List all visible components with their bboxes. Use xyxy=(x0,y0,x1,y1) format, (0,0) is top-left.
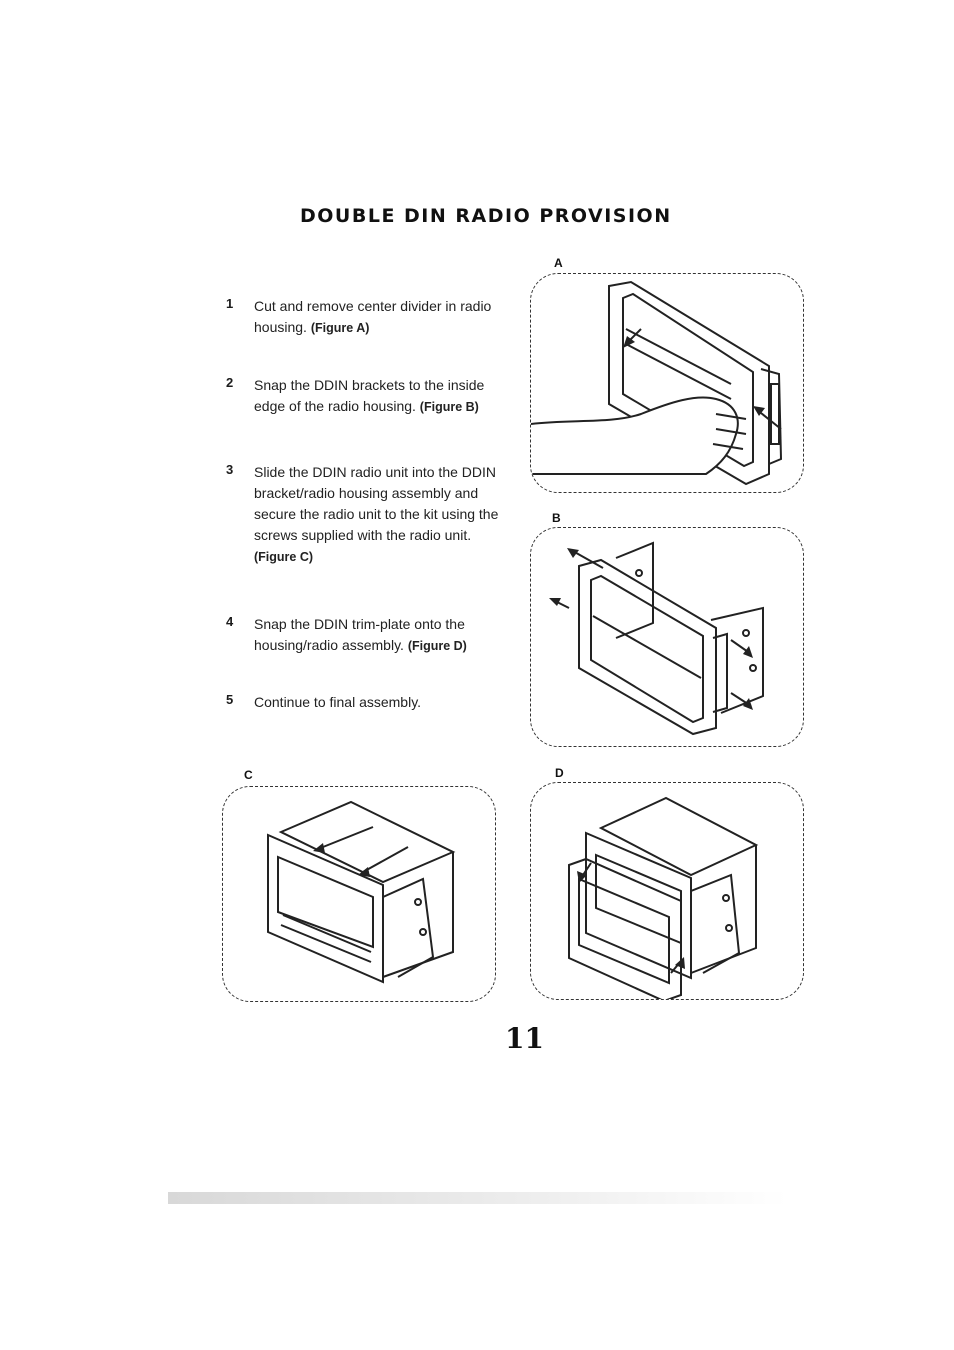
figure-a-illustration xyxy=(530,273,804,493)
figure-d-drawing xyxy=(531,783,803,999)
step-instruction: Snap the DDIN trim-plate onto the housing/radio assembly. xyxy=(254,616,465,653)
step-text xyxy=(254,296,509,339)
figure-a-drawing xyxy=(531,274,803,492)
figure-d-illustration xyxy=(530,782,804,1000)
step-instruction: Slide the DDIN radio unit into the DDIN bracket/radio housing assembly and secure the radio unit to the kit using the screws supplied with the radio unit. xyxy=(254,464,499,543)
figure-c-label: C xyxy=(244,768,253,782)
step-number: 5 xyxy=(226,692,234,707)
figure-b-illustration xyxy=(530,527,804,747)
figure-reference: (Figure B) xyxy=(419,400,479,414)
step-text xyxy=(254,375,509,418)
step-instruction: Cut and remove center divider in radio housing. xyxy=(254,298,492,335)
step-number: 3 xyxy=(226,462,234,477)
figure-b-drawing xyxy=(531,528,803,746)
step-instruction: Snap the DDIN brackets to the inside edge of the radio housing. xyxy=(254,377,485,414)
figure-a-label: A xyxy=(554,256,563,270)
step-number: 4 xyxy=(226,614,234,629)
step-instruction: Continue to final assembly. xyxy=(254,694,422,710)
figure-d-label: D xyxy=(555,766,564,780)
figure-b-label: B xyxy=(552,511,561,525)
step-number: 2 xyxy=(226,375,234,390)
step-text xyxy=(254,692,509,713)
page-number: 11 xyxy=(505,1022,544,1055)
figure-reference: (Figure A) xyxy=(310,321,370,335)
scan-artifact xyxy=(168,1192,788,1204)
figure-reference: (Figure C) xyxy=(254,550,314,564)
figure-c-illustration xyxy=(222,786,496,1002)
step-text xyxy=(254,614,509,657)
page-title: DOUBLE DIN RADIO PROVISION xyxy=(300,205,672,227)
step-text xyxy=(254,462,509,568)
figure-reference: (Figure D) xyxy=(407,639,467,653)
figure-c-drawing xyxy=(223,787,495,1001)
step-number: 1 xyxy=(226,296,234,311)
